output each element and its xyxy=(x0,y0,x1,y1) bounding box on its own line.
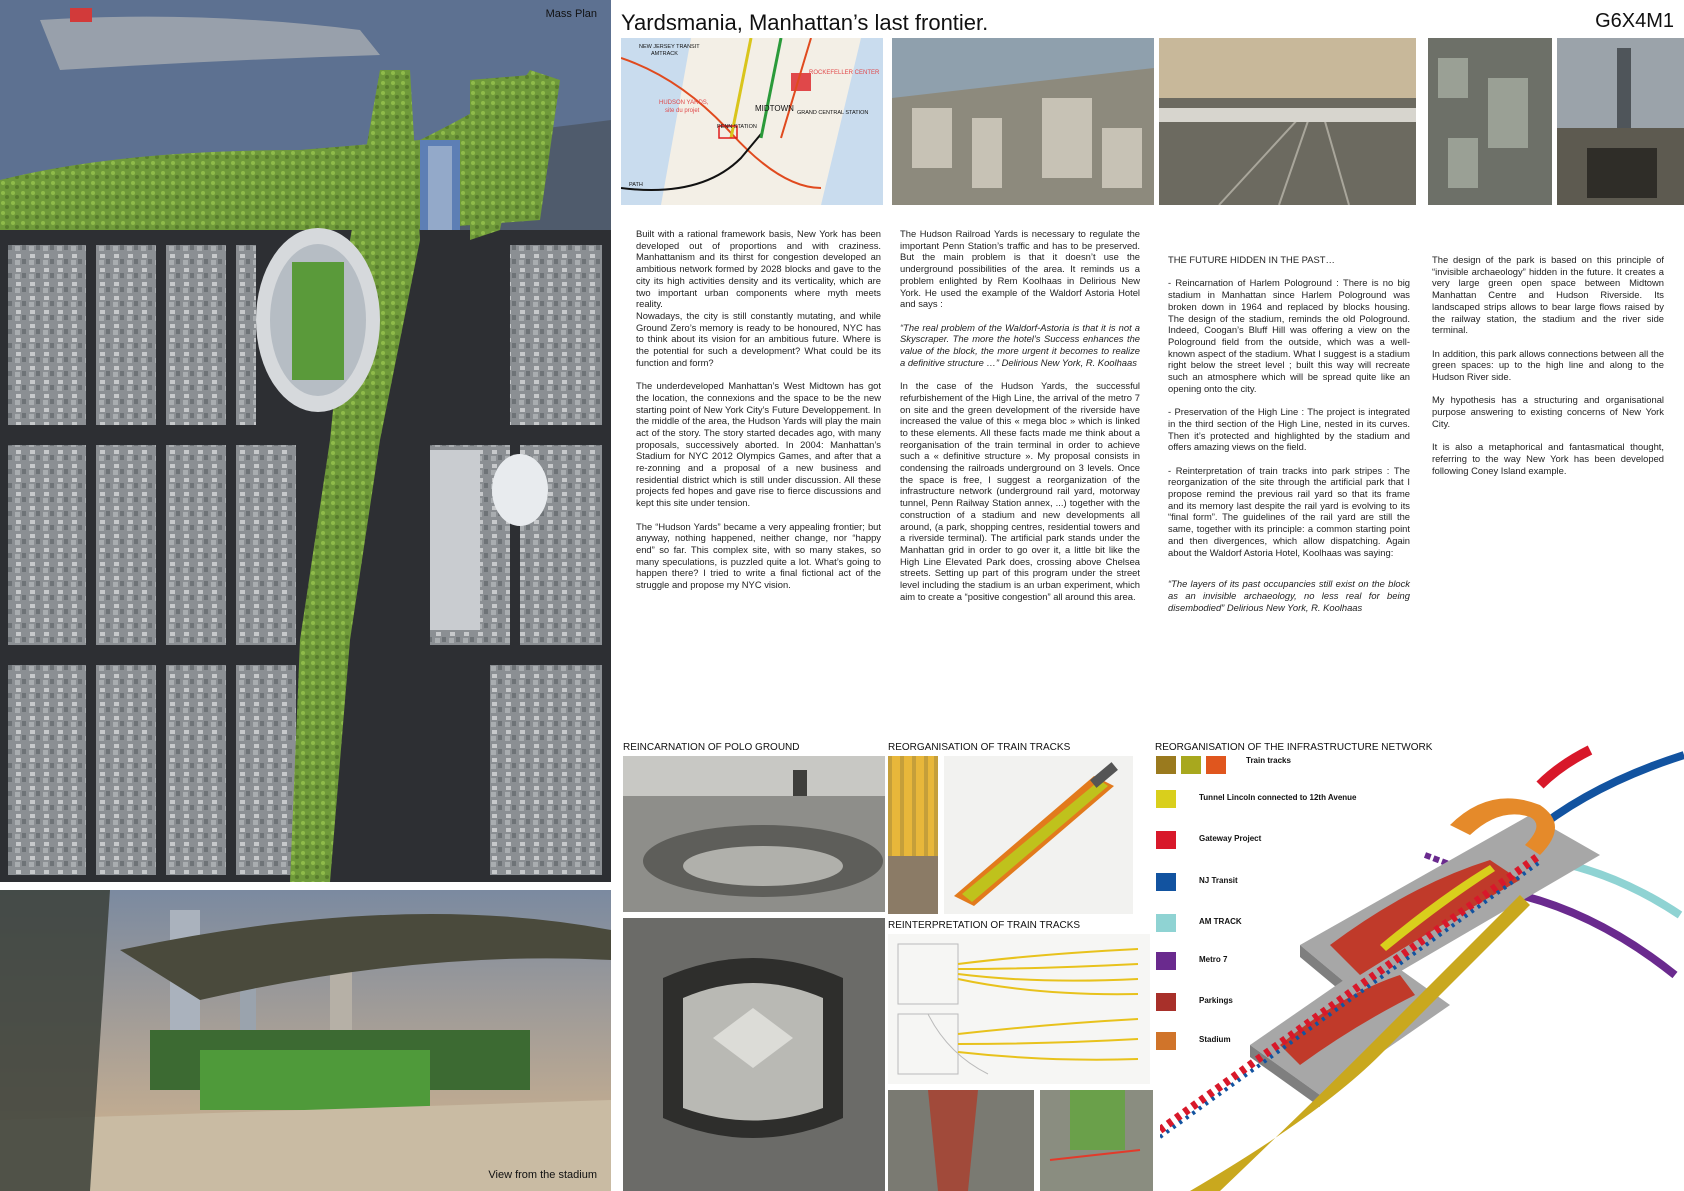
legend-label: Parkings xyxy=(1199,996,1233,1005)
col4-para-4: It is also a metaphorical and fantasmatical thought, referring to the way New York has been developed following Coney Island example. xyxy=(1432,441,1664,476)
legend-label: AM TRACK xyxy=(1199,917,1242,926)
col2-para-2: In the case of the Hudson Yards, the successful refurbishement of the High Line, the arrival of the metro 7 on site and the green development of the riverside have increased the value of this « mega bloc » which is linked to these elements. All these facts made me think about a reorganisation of the train terminal in order to achieve such a « definitive structure ». My proposal consists in condensing the railroads underground on 3 levels. Once the space is free, I suggest a reorganization of the infrastructure network (underground rail yard, motorway tunnel, Penn Railway Station annex, ...) together with the construction of a stadium and new developments all around, (a park, shopping centres, residential towers and a riverside terminal). The artificial park stands under the Manhattan grid in order to go over it, a little bit like the High Line Elevated Park does, crossing above Chelsea streets. Setting up part of this program under the street level including the stadium is an urban experiment, which aim to create a “positive congestion” all around this area. xyxy=(900,380,1140,602)
page-title: Yardsmania, Manhattan’s last frontier. xyxy=(621,10,989,35)
track-plan-strip xyxy=(888,756,938,914)
polo-ground-aerial-photo xyxy=(623,918,885,1191)
map-label-hudson-yards: HUDSON YARDS, xyxy=(659,100,709,106)
map-label-midtown: MIDTOWN xyxy=(755,104,794,113)
text-column-1 xyxy=(636,228,881,602)
map-label-site: site du projet xyxy=(665,108,700,114)
map-label-grand-central: GRAND CENTRAL STATION xyxy=(797,110,869,116)
aerial-photo xyxy=(892,38,1154,205)
penn-station-photo-drawing xyxy=(1557,38,1684,205)
infrastructure-axonometric-drawing xyxy=(1160,745,1684,1191)
polo-ground-aerial-drawing xyxy=(623,918,885,1191)
track-site-photo-2 xyxy=(1040,1090,1153,1191)
aerial-photo-drawing xyxy=(892,38,1154,205)
rail-yard-photo xyxy=(1159,38,1416,205)
col4-para-3: My hypothesis has a structuring and organisational purpose answering to existing concerns of New York City. xyxy=(1432,394,1664,429)
col3-heading: THE FUTURE HIDDEN IN THE PAST… xyxy=(1168,254,1335,265)
infrastructure-axonometric xyxy=(1160,745,1684,1191)
map-label-path: PATH xyxy=(629,182,643,188)
map-label-amtrack: AMTRACK xyxy=(651,51,678,57)
stadium-view-image xyxy=(0,890,611,1191)
legend-label: Stadium xyxy=(1199,1035,1231,1044)
col1-para-1: Built with a rational framework basis, New York has been developed out of proportions and with craziness. Manhattanism and its thirst for congestion developed an ambitious network formed by 2028 blocks and gave to the city its high activities density and its verticality, which are two important urban components where myth meets reality. Nowadays, the city is still constantly mutating, and while Ground Zero’s memory is ready to be honoured, NYC has to think about its vision for an ambitious future. Where is the potential for such a development? What could be its function and form? xyxy=(636,228,881,368)
legend-label: Metro 7 xyxy=(1199,955,1228,964)
col1-para-3: The “Hudson Yards” became a very appealing frontier; but anyway, nothing happened, neither change, nor “happy end” so far. This complex site, with so many stakes, so many speculations, is puzzled quite a lot. What’s going to happen there? I tried to write a final fictional act of the struggle and propose my NYC vision. xyxy=(636,520,881,591)
track-site-photo-2-drawing xyxy=(1040,1090,1153,1191)
track-site-photo-1 xyxy=(888,1090,1034,1191)
section-title-polo: REINCARNATION OF POLO GROUND xyxy=(623,742,800,753)
map-label-rockefeller: ROCKEFELLER CENTER xyxy=(809,70,880,76)
aerial-site-photo-drawing xyxy=(1428,38,1552,205)
location-map-drawing xyxy=(621,38,883,205)
col4-para-2: In addition, this park allows connections between all the green spaces: up to the high line and along to the Hudson River side. xyxy=(1432,347,1664,383)
track-site-photo-1-drawing xyxy=(888,1090,1034,1191)
track-reinterpretation-svg xyxy=(888,934,1150,1084)
col4-para-1: The design of the park is based on this principle of “invisible archaeology” hidden in the future. It creates a very large green open space between Midtown Manhattan Centre and Hudson Riverside. Its landscaped strips allows to bear large flows raised by the railway station, the stadium and the river side terminal. xyxy=(1432,254,1664,336)
polo-ground-photo-drawing xyxy=(623,756,885,912)
col2-quote: “The real problem of the Waldorf-Astoria is that it is not a Skyscraper. The more the hotel’s Success enhances the value of the block, the more urgent it becomes to realize a definitive structure …” Delirious New York, R. Koolhaas xyxy=(900,321,1140,368)
map-label-penn-station: PENN STATION xyxy=(717,124,757,130)
stadium-view-label: View from the stadium xyxy=(488,1169,597,1181)
legend-label: Train tracks xyxy=(1246,756,1291,765)
stadium-view-drawing xyxy=(0,890,611,1191)
text-column-3 xyxy=(1168,254,1410,625)
text-column-2 xyxy=(900,228,1140,614)
section-title-infra: REORGANISATION OF THE INFRASTRUCTURE NETWORK xyxy=(1155,742,1433,753)
mass-plan-label: Mass Plan xyxy=(545,8,597,20)
legend-label: NJ Transit xyxy=(1199,876,1238,885)
project-code: G6X4M1 xyxy=(1595,10,1674,32)
track-plan-strip-drawing xyxy=(888,756,938,914)
col3-quote: “The layers of its past occupancies still exist on the block as an invisible archaeology, no less real for being disembodied” Delirious New York, R. Koolhaas xyxy=(1168,578,1410,613)
text-column-4 xyxy=(1432,254,1664,488)
legend-label: Tunnel Lincoln connected to 12th Avenue xyxy=(1199,793,1357,802)
aerial-site-photo xyxy=(1428,38,1552,205)
track-3d-model-drawing xyxy=(944,756,1133,914)
col1-para-2: The underdeveloped Manhattan’s West Midtown has got the location, the connexions and the space to be the new starting point of New York City’s Future Developpement. In the middle of the area, the Hudson Yards will play the main act of the story. The story started decades ago, with many proposals, successively aborted. In 2004: Manhattan’s Stadium for NYC 2012 Olympics Games, and after that a re-zonning and a proposal of a new business and residential district which is still under discussion. All these projects fed hopes and gave rise to fierce discussions and kept this site under tension. xyxy=(636,380,881,509)
section-title-reorg-tracks: REORGANISATION OF TRAIN TRACKS xyxy=(888,742,1071,753)
rail-yard-photo-drawing xyxy=(1159,38,1416,205)
mass-plan-image xyxy=(0,0,611,882)
col3-para-2: - Preservation of the High Line : The project is integrated in the third section of the High Line, nested in its curves. Then it’s protected and highlighted by the stadium and offers amazing views on the field. xyxy=(1168,406,1410,453)
track-reinterpretation-drawing xyxy=(888,934,1150,1084)
penn-station-photo xyxy=(1557,38,1684,205)
section-title-reinterp-tracks: REINTERPRETATION OF TRAIN TRACKS xyxy=(888,920,1081,931)
map-label-nj-transit: NEW JERSEY TRANSIT xyxy=(639,44,700,50)
col3-para-1: - Reincarnation of Harlem Pologround : There is no big stadium in Manhattan since Harlem Pologround was broken down in 1964 and replaced by blocks housing. The design of the stadium, reminds the old Pologround. Indeed, Coogan’s Bluff Hill was offering a view on the Pologround field from the outside, which was a well-known aspect of the stadium. What I suggest is a stadium right below the street level ; built this way will recreate such an atmosphere which will be spread quite like an opening onto the city. xyxy=(1168,277,1410,394)
col3-para-3: - Reinterpretation of train tracks into park stripes : The reorganization of the site through the artificial park that I propose remind the previous rail yard so that its frame and its memory last despite the rail yard is evolving to its “final form”. The guidelines of the rail yard are still the same, together with its principle: a common starting point and then divergences, which allow dispatching. Again about the Waldorf Astoria Hotel, Koolhaas was saying: xyxy=(1168,464,1410,558)
col2-para-1: The Hudson Railroad Yards is necessary to regulate the important Penn Station’s traffic and has to be preserved. But the main problem is that it doesn’t use the underground possibilities of the area. It reminds us a problem enlighted by Rem Koolhaas in Delirious New York. He used the example of the Waldorf Astoria Hotel and says : xyxy=(900,228,1140,310)
legend-label: Gateway Project xyxy=(1199,834,1262,843)
track-3d-model xyxy=(944,756,1133,914)
location-map xyxy=(621,38,883,205)
mass-plan-drawing xyxy=(0,0,611,882)
polo-ground-photo xyxy=(623,756,885,912)
